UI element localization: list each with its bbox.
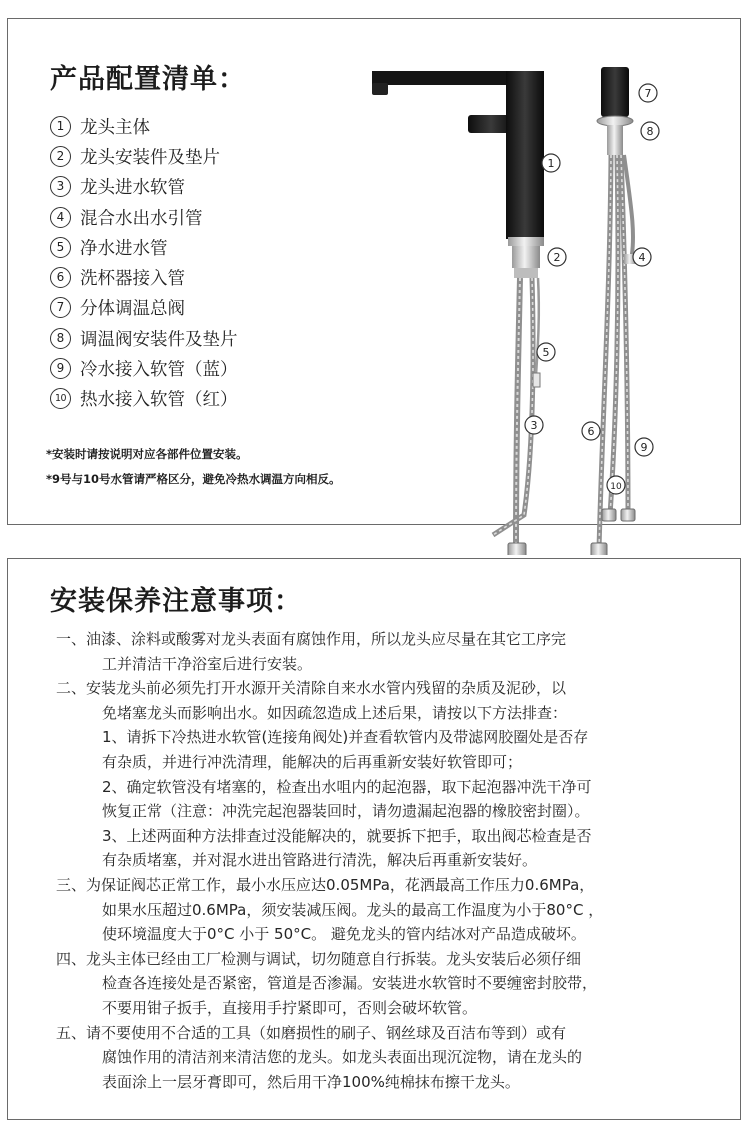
item-line: 如果水压超过0.6MPa，须安装减压阀。龙头的最高工作温度为小于80°C ，: [102, 900, 604, 919]
part-label: 冷水接入软管（蓝）: [80, 360, 238, 381]
svg-text:3: 3: [530, 419, 538, 432]
care-title: 安装保养注意事项：: [50, 586, 302, 617]
item-line: 二、安装龙头前必须先打开水源开关清除自来水水管内残留的杂质及泥砂，以: [56, 679, 567, 698]
number-badge: 2: [50, 146, 71, 167]
item-line: 有杂质，并进行冲洗清理，能解决的后再重新安装好软管即可；: [102, 752, 523, 771]
list-item: [50, 353, 238, 383]
item-line: 1、请拆下冷热进水软管(连接角阀处)并查看软管内及带滤网胶圈处是否存: [102, 728, 589, 747]
item-line: 三、为保证阀芯正常工作，最小水压应达0.05MPa，花洒最高工作压力0.6MPa，: [56, 875, 595, 894]
parts-list: [50, 111, 238, 414]
care-items-list: [56, 627, 696, 1094]
item-line: 免堵塞龙头而影响出水。如因疏忽造成上述后果，请按以下方法排查：: [102, 703, 568, 722]
callout-5: [537, 343, 555, 361]
install-note: *安装时请按说明对应各部件位置安装。: [46, 447, 248, 461]
item-line: 腐蚀作用的清洁剂来清洁您的龙头。如龙头表面出现沉淀物，请在龙头的: [102, 1048, 583, 1067]
list-item: [56, 1021, 696, 1095]
part-label: 混合水出水引管: [80, 208, 203, 229]
part-label: 洗杯器接入管: [80, 269, 185, 290]
item-line: 2、确定软管没有堵塞的，检查出水咀内的起泡器，取下起泡器冲洗干净可: [102, 777, 592, 796]
mounting-kit: [508, 237, 544, 278]
item-line: 工并清洁干净浴室后进行安装。: [102, 654, 313, 673]
svg-text:7: 7: [644, 87, 652, 100]
callout-7: [639, 84, 657, 102]
part-label: 龙头安装件及垫片: [80, 147, 220, 168]
svg-text:1: 1: [547, 157, 555, 170]
part-label: 调温阀安装件及垫片: [80, 329, 238, 350]
callout-10: [607, 476, 625, 494]
number-badge: 5: [50, 237, 71, 258]
list-item: [56, 947, 696, 1021]
item-line: 不要用钳子扳手，直接用手拧紧即可，否则会破坏软管。: [102, 998, 478, 1017]
faucet-body: [372, 71, 544, 239]
number-badge: 6: [50, 267, 71, 288]
item-line: 恢复正常（注意：冲洗完起泡器装回时，请勿遗漏起泡器的橡胶密封圈）。: [102, 802, 590, 821]
thermostatic-valve: [597, 67, 633, 155]
svg-text:2: 2: [553, 251, 561, 264]
item-line: 一、油漆、涂料或酸雾对龙头表面有腐蚀作用，所以龙头应尽量在其它工序完: [56, 630, 567, 648]
item-line: 四、龙头主体已经由工厂检测与调试，切勿随意自行拆装。龙头安装后必须仔细: [56, 949, 582, 968]
list-item: [56, 676, 696, 873]
callout-1: [542, 154, 560, 172]
list-item: [50, 262, 238, 292]
list-item: [56, 627, 696, 676]
number-badge: 7: [50, 297, 71, 318]
care-instructions-panel: [7, 558, 741, 1120]
hose-note: *9号与10号水管请严格区分，避免冷热水调温方向相反。: [46, 472, 341, 486]
list-item: [50, 172, 238, 202]
config-title: 产品配置清单：: [50, 64, 246, 95]
list-item: [50, 384, 238, 414]
svg-text:6: 6: [587, 425, 595, 438]
list-item: [56, 873, 696, 947]
list-item: [50, 141, 238, 171]
item-line: 3、上述两面种方法排查过没能解决的，就要拆下把手，取出阀芯检查是否: [102, 826, 592, 845]
callout-3: [525, 416, 543, 434]
list-item: [50, 293, 238, 323]
callout-6: [582, 422, 600, 440]
item-line: 检查各连接处是否紧密，管道是否渗漏。安装进水软管时不要缠密封胶带，: [102, 974, 598, 993]
faucet-illustration: [348, 45, 678, 555]
list-item: [50, 232, 238, 262]
part-label: 龙头主体: [80, 117, 150, 138]
part-label: 分体调温总阀: [80, 299, 185, 320]
product-config-panel: [7, 18, 741, 525]
number-badge: 3: [50, 176, 71, 197]
list-item: [50, 111, 238, 141]
number-badge: 10: [50, 388, 71, 409]
number-badge: 9: [50, 358, 71, 379]
svg-text:10: 10: [610, 482, 622, 492]
svg-text:5: 5: [542, 346, 550, 359]
callout-2: [548, 248, 566, 266]
svg-text:9: 9: [640, 441, 648, 454]
valve-hoses: [591, 155, 636, 555]
item-line: 有杂质堵塞，并对混水进出管路进行清洗，解决后再重新安装好。: [102, 851, 538, 870]
svg-text:8: 8: [646, 125, 654, 138]
number-badge: 8: [50, 328, 71, 349]
callout-8: [641, 122, 659, 140]
number-badge: 1: [50, 116, 71, 137]
item-line: 五、请不要使用不合适的工具（如磨损性的刷子、钢丝球及百洁布等到）或有: [56, 1023, 567, 1042]
part-label: 龙头进水软管: [80, 178, 185, 199]
part-label: 净水进水管: [80, 238, 168, 259]
list-item: [50, 202, 238, 232]
callout-4: [633, 248, 651, 266]
item-line: 表面涂上一层牙膏即可，然后用干净100%纯棉抹布擦干龙头。: [102, 1072, 520, 1091]
svg-text:4: 4: [638, 251, 646, 264]
item-line: 使环境温度大于0°C 小于 50°C。 避免龙头的管内结冰对产品造成破坏。: [102, 925, 586, 944]
part-label: 热水接入软管（红）: [80, 390, 238, 411]
callout-9: [635, 438, 653, 456]
number-badge: 4: [50, 207, 71, 228]
list-item: [50, 323, 238, 353]
